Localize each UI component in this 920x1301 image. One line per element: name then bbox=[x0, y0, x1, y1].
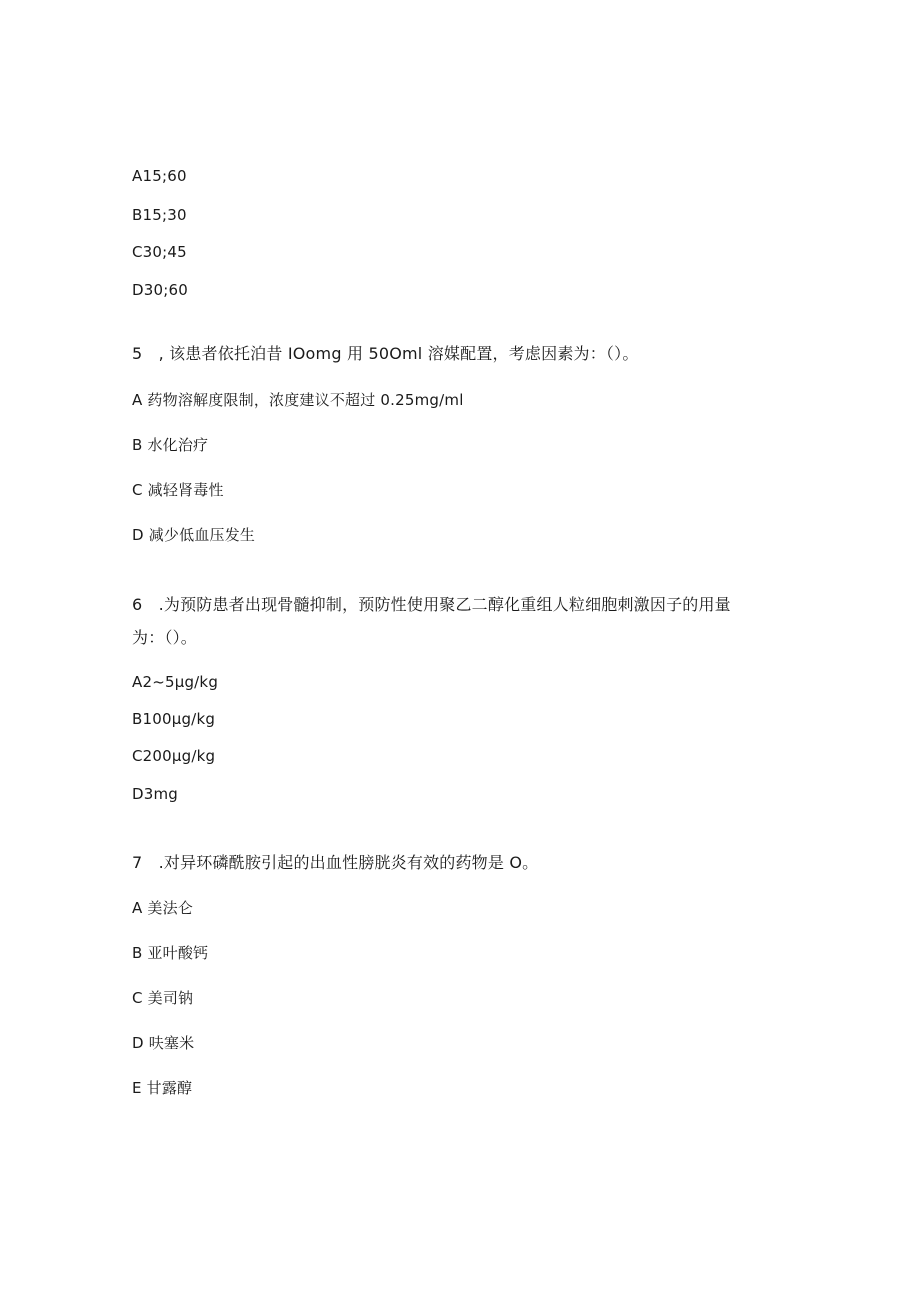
q5-option-a: A 药物溶解度限制，浓度建议不超过 0.25mg∕ml bbox=[132, 391, 464, 409]
q5-stem: 5 , 该患者依托泊昔 IOomg 用 50Oml 溶媒配置，考虑因素为：（）。 bbox=[132, 344, 639, 363]
q7-option-c: C 美司钠 bbox=[132, 989, 194, 1007]
q6-option-a: A2~5μg∕kg bbox=[132, 673, 219, 691]
q5-option-b: B 水化治疗 bbox=[132, 436, 209, 454]
q7-option-b: B 亚叶酸钙 bbox=[132, 944, 209, 962]
q4-option-d: D30;60 bbox=[132, 281, 188, 299]
q6-option-c: C200μg∕kg bbox=[132, 747, 216, 765]
q7-option-e: E 甘露醇 bbox=[132, 1079, 193, 1097]
q7-stem: 7 .对异环磷酰胺引起的出血性膀胱炎有效的药物是 O。 bbox=[132, 853, 539, 872]
q4-option-c: C30;45 bbox=[132, 243, 187, 261]
q6-option-b: B100μg∕kg bbox=[132, 710, 216, 728]
q4-option-b: B15;30 bbox=[132, 206, 187, 224]
q4-option-a: A15;60 bbox=[132, 167, 187, 185]
q5-option-c: C 减轻肾毒性 bbox=[132, 481, 224, 499]
q6-stem-line1: 6 .为预防患者出现骨髓抑制，预防性使用聚乙二醇化重组人粒细胞刺激因子的用量 bbox=[132, 595, 731, 614]
q6-stem-line2: 为：（）。 bbox=[132, 628, 198, 647]
q7-option-d: D 呋塞米 bbox=[132, 1034, 195, 1052]
q5-option-d: D 减少低血压发生 bbox=[132, 526, 256, 544]
q6-option-d: D3mg bbox=[132, 785, 179, 803]
q7-option-a: A 美法仑 bbox=[132, 899, 194, 917]
